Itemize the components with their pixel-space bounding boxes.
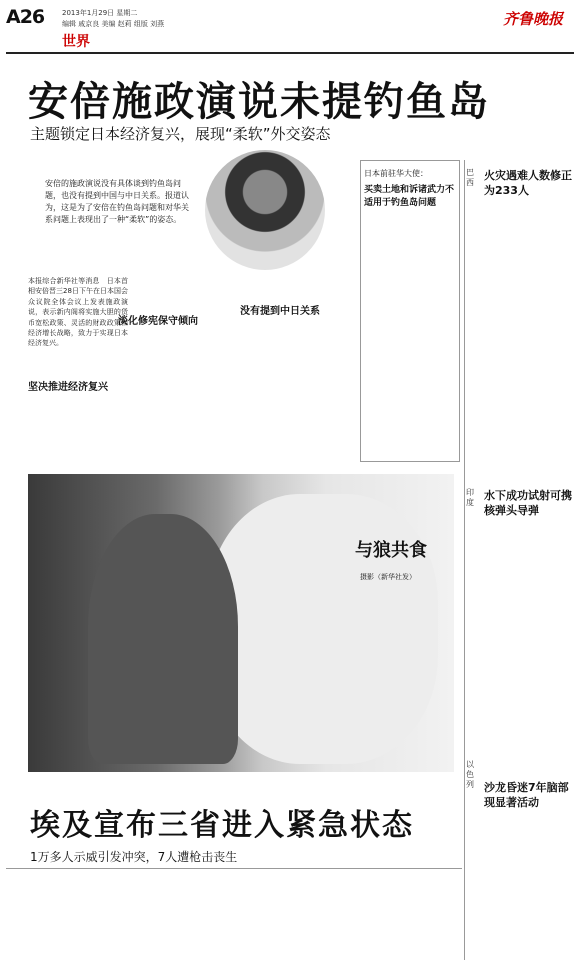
photo-caption: 摄影（新华社发） xyxy=(360,573,416,581)
photo-title: 与狼共食 xyxy=(355,540,427,561)
lead-subhead: 主题锁定日本经济复兴，展现“柔软”外交姿态 xyxy=(30,125,331,143)
subsection-heading: 淡化修宪保守倾向 xyxy=(118,316,198,327)
wolf-photo xyxy=(28,474,454,772)
header-rule xyxy=(6,52,574,54)
brief-headline: 沙龙昏迷7年脑部现显著活动 xyxy=(484,781,569,809)
region-tag: 巴西 xyxy=(466,168,474,187)
brief-headline: 火灾遇难人数修正为233人 xyxy=(484,169,572,197)
region-tag: 以色列 xyxy=(466,760,474,789)
section-title: 世界 xyxy=(62,34,90,50)
subsection-heading: 坚决推进经济复兴 xyxy=(28,382,108,393)
second-subhead: 1万多人示威引发冲突，7人遭枪击丧生 xyxy=(30,850,238,864)
sidebar-title: 买卖土地和诉诸武力不适用于钓鱼岛问题 xyxy=(364,185,455,208)
pull-quote: 安倍的施政演说没有具体谈到钓鱼岛问题，也没有提到中国与中日关系。报道认为，这是为了安倍在钓鱼岛问题和对华关系问题上表现出了一种“柔软”的姿态。 xyxy=(45,179,189,224)
lead-intro: 本报综合新华社等消息 日本首相安倍晋三28日下午在日本国会众议院全体会议上发表施政演说，表示新内阁将实施大胆的货币宽松政策、灵活的财政政策和经济增长战略，致力于实现日本经济复兴。 xyxy=(28,277,128,348)
sidebar-label: 日本前驻华大使： xyxy=(364,169,428,178)
section-rule xyxy=(6,868,462,869)
brief-headline: 水下成功试射可携核弹头导弹 xyxy=(484,489,572,517)
man-figure xyxy=(88,514,238,764)
portrait-photo xyxy=(205,150,325,270)
staff-line: 编辑 戚京良 美编 赵莉 组版 刘燕 xyxy=(62,20,165,28)
region-tag: 印度 xyxy=(466,488,474,507)
second-headline: 埃及宣布三省进入紧急状态 xyxy=(30,808,414,843)
date-line: 2013年1月29日 星期二 xyxy=(62,9,138,17)
wolf-figure xyxy=(208,494,438,764)
masthead-meta xyxy=(62,8,164,30)
newspaper-brand: 齐鲁晚报 xyxy=(503,10,564,28)
page-number: A26 xyxy=(6,6,45,28)
column-rule xyxy=(464,160,465,960)
lead-headline: 安倍施政演说未提钓鱼岛 xyxy=(28,78,490,125)
subsection-heading: 没有提到中日关系 xyxy=(240,306,320,317)
